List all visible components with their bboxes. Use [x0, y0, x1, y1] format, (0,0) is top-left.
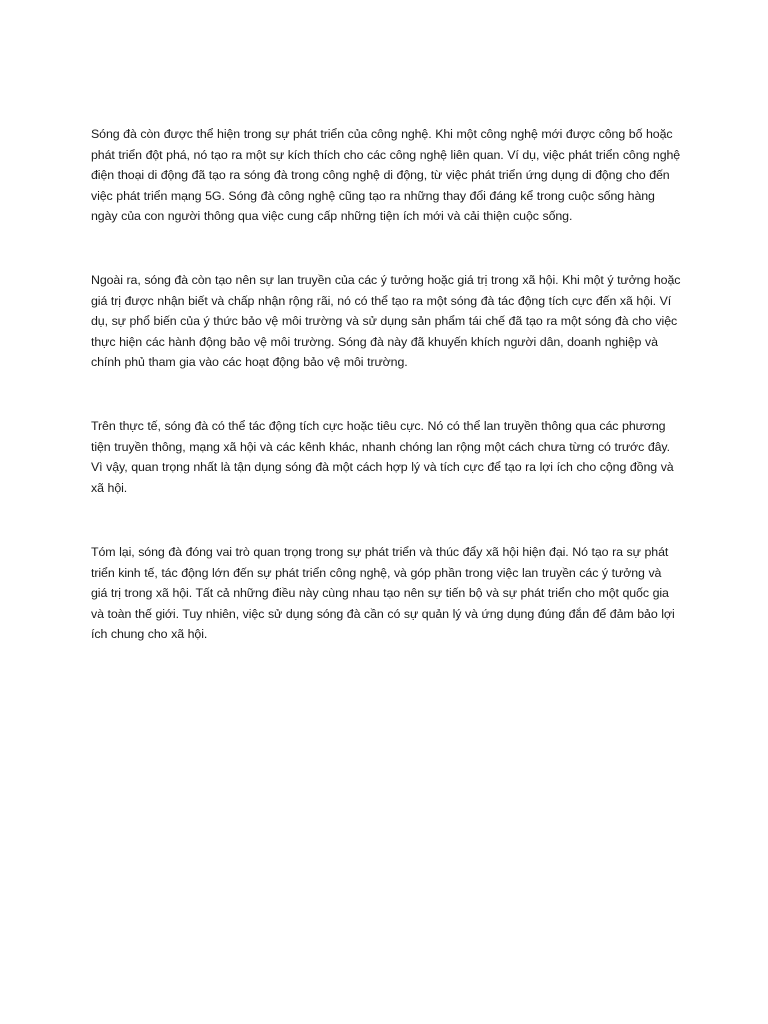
paragraph-conclusion: Tóm lại, sóng đà đóng vai trò quan trọng trong sự phát triển và thúc đẩy xã hội hiện đại. Nó tạo ra sự phát triển kinh tế, tác động lớn đến sự phát triển công nghệ, và góp phần trong việc lan truyền các ý tưởng và giá trị trong xã hội. Tất cả những điều này cùng nhau tạo nên sự tiến bộ và sự phát triển cho một quốc gia và toàn thế giới. Tuy nhiên, việc sử dụng sóng đà cần có sự quản lý và ứng dụng đúng đắn để đảm bảo lợi ích chung cho xã hội.: [91, 545, 675, 641]
paragraph-technology: Sóng đà còn được thể hiện trong sự phát triển của công nghệ. Khi một công nghệ mới được công bố hoặc phát triển đột phá, nó tạo ra một sự kích thích cho các công nghệ liên quan. Ví dụ, việc phát triển công nghệ điện thoại di động đã tạo ra sóng đà trong công nghệ di động, từ việc phát triển ứng dụng di động cho đến việc phát triển mạng 5G. Sóng đà công nghệ cũng tạo ra những thay đổi đáng kể trong cuộc sống hàng ngày của con người thông qua việc cung cấp những tiện ích mới và cải thiện cuộc sống.: [91, 127, 681, 223]
paragraph-ideas-values: Ngoài ra, sóng đà còn tạo nên sự lan truyền của các ý tưởng hoặc giá trị trong xã hội. Khi một ý tưởng hoặc giá trị được nhận biết và chấp nhận rộng rãi, nó có thể tạo ra một sóng đà tác động tích cực đến xã hội. Ví dụ, sự phổ biến của ý thức bảo vệ môi trường và sử dụng sản phẩm tái chế đã tạo ra một sóng đà cho việc thực hiện các hành động bảo vệ môi trường. Sóng đà này đã khuyến khích người dân, doanh nghiệp và chính phủ tham gia vào các hoạt động bảo vệ môi trường.: [91, 273, 681, 369]
paragraph-positive-negative: Trên thực tế, sóng đà có thể tác động tích cực hoặc tiêu cực. Nó có thể lan truyền thông qua các phương tiện truyền thông, mạng xã hội và các kênh khác, nhanh chóng lan rộng một cách chưa từng có trước đây. Vì vậy, quan trọng nhất là tận dụng sóng đà một cách hợp lý và tích cực để tạo ra lợi ích cho cộng đồng và xã hội.: [91, 419, 674, 495]
